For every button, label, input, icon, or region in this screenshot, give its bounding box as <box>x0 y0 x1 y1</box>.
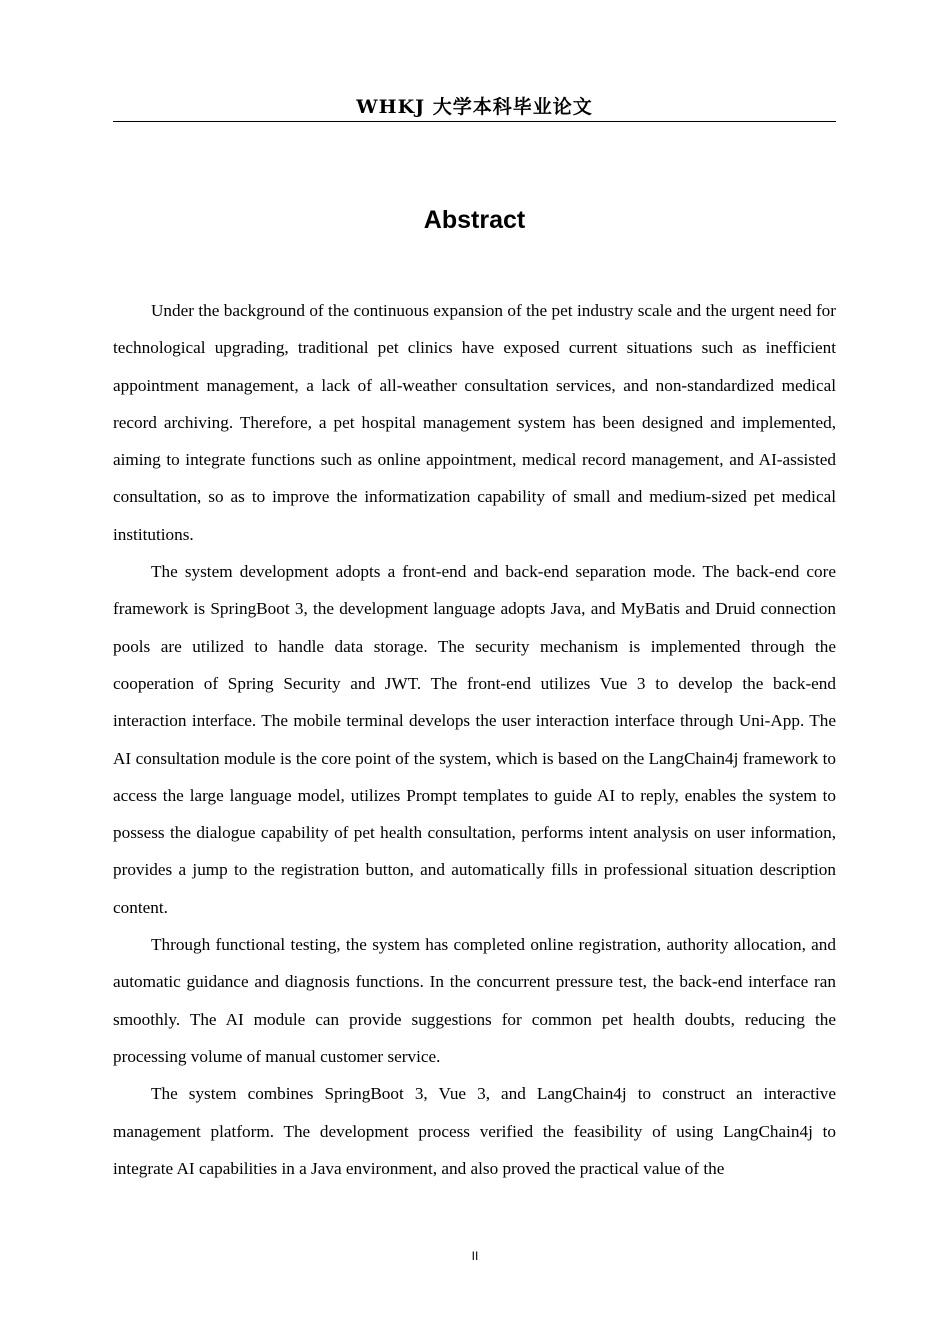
page-number: II <box>471 1249 479 1263</box>
abstract-paragraph: The system combines SpringBoot 3, Vue 3, and LangChain4j to construct an interactive management platform. The development process verified the feasibility of using LangChain4j to integrate AI capabilities in a Java environment, and also proved the practical value of the <box>113 1084 836 1178</box>
abstract-paragraph: Under the background of the continuous expansion of the pet industry scale and the urgent need for technological upgrading, traditional pet clinics have exposed current situations such as inefficient appointment management, a lack of all-weather consultation services, and non-standardized medical record archiving. Therefore, a pet hospital management system has been designed and implemented, aiming to integrate functions such as online appointment, medical record management, and AI-assisted consultation, so as to improve the informatization capability of small and medium-sized pet medical institutions. <box>113 301 836 544</box>
abstract-paragraph: The system development adopts a front-end and back-end separation mode. The back-end core framework is SpringBoot 3, the development language adopts Java, and MyBatis and Druid connection pools are utilized to handle data storage. The security mechanism is implemented through the cooperation of Spring Security and JWT. The front-end utilizes Vue 3 to develop the back-end interaction interface. The mobile terminal develops the user interaction interface through Uni-App. The AI consultation module is the core point of the system, which is based on the LangChain4j framework to access the large language model, utilizes Prompt templates to guide AI to reply, enables the system to possess the dialogue capability of pet health consultation, performs intent analysis on user information, provides a jump to the registration button, and automatically fills in professional situation description content. <box>113 562 836 917</box>
abstract-paragraph: Through functional testing, the system has completed online registration, authority allocation, and automatic guidance and diagnosis functions. In the concurrent pressure test, the back-end interface ran smoothly. The AI module can provide suggestions for common pet health doubts, reducing the processing volume of manual customer service. <box>113 935 836 1066</box>
abstract-body <box>113 292 836 1187</box>
header-title: WHKJ 大学本科毕业论文 <box>356 96 593 118</box>
running-header <box>113 93 836 122</box>
abstract-heading: Abstract <box>423 206 526 234</box>
